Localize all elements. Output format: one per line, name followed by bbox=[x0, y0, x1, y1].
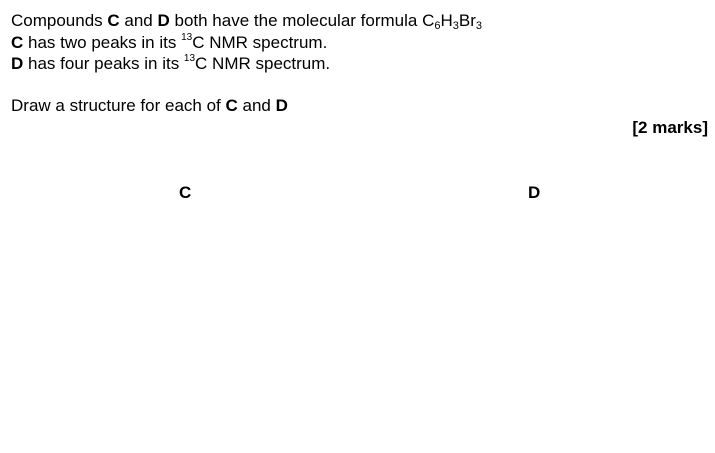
formula-element: H bbox=[440, 11, 453, 30]
formula-subscript: 3 bbox=[475, 20, 483, 32]
compound-c-ref: C bbox=[225, 96, 238, 115]
statement-text: C NMR spectrum. bbox=[195, 54, 331, 73]
compound-d-nmr-statement bbox=[11, 54, 330, 74]
statement-text: both have the molecular formula C bbox=[169, 11, 435, 30]
instruction bbox=[11, 96, 288, 116]
instruction-text: Draw a structure for each of bbox=[11, 96, 226, 115]
statement-text: C NMR spectrum. bbox=[192, 33, 328, 52]
statement-text: and bbox=[119, 11, 158, 30]
statement-text: Compounds bbox=[11, 11, 108, 30]
compound-d-ref: D bbox=[157, 11, 170, 30]
statement-text: has two peaks in its bbox=[23, 33, 182, 52]
formula-subscript: 6 bbox=[434, 20, 441, 32]
compound-c-ref: C bbox=[11, 33, 24, 52]
statement-text: has four peaks in its bbox=[23, 54, 184, 73]
formula-statement bbox=[11, 11, 482, 31]
answer-label-c: C bbox=[179, 183, 192, 202]
compound-c-ref: C bbox=[107, 11, 120, 30]
isotope-superscript: 13 bbox=[181, 32, 193, 43]
marks-allocation: [2 marks] bbox=[632, 118, 708, 137]
formula-subscript: 3 bbox=[452, 20, 459, 32]
isotope-superscript: 13 bbox=[183, 53, 196, 64]
instruction-text: and bbox=[237, 96, 276, 115]
answer-label-d: D bbox=[528, 183, 541, 202]
compound-d-ref: D bbox=[275, 96, 288, 115]
compound-c-nmr-statement bbox=[11, 33, 327, 53]
compound-d-ref: D bbox=[11, 54, 24, 73]
formula-element: Br bbox=[458, 11, 476, 30]
